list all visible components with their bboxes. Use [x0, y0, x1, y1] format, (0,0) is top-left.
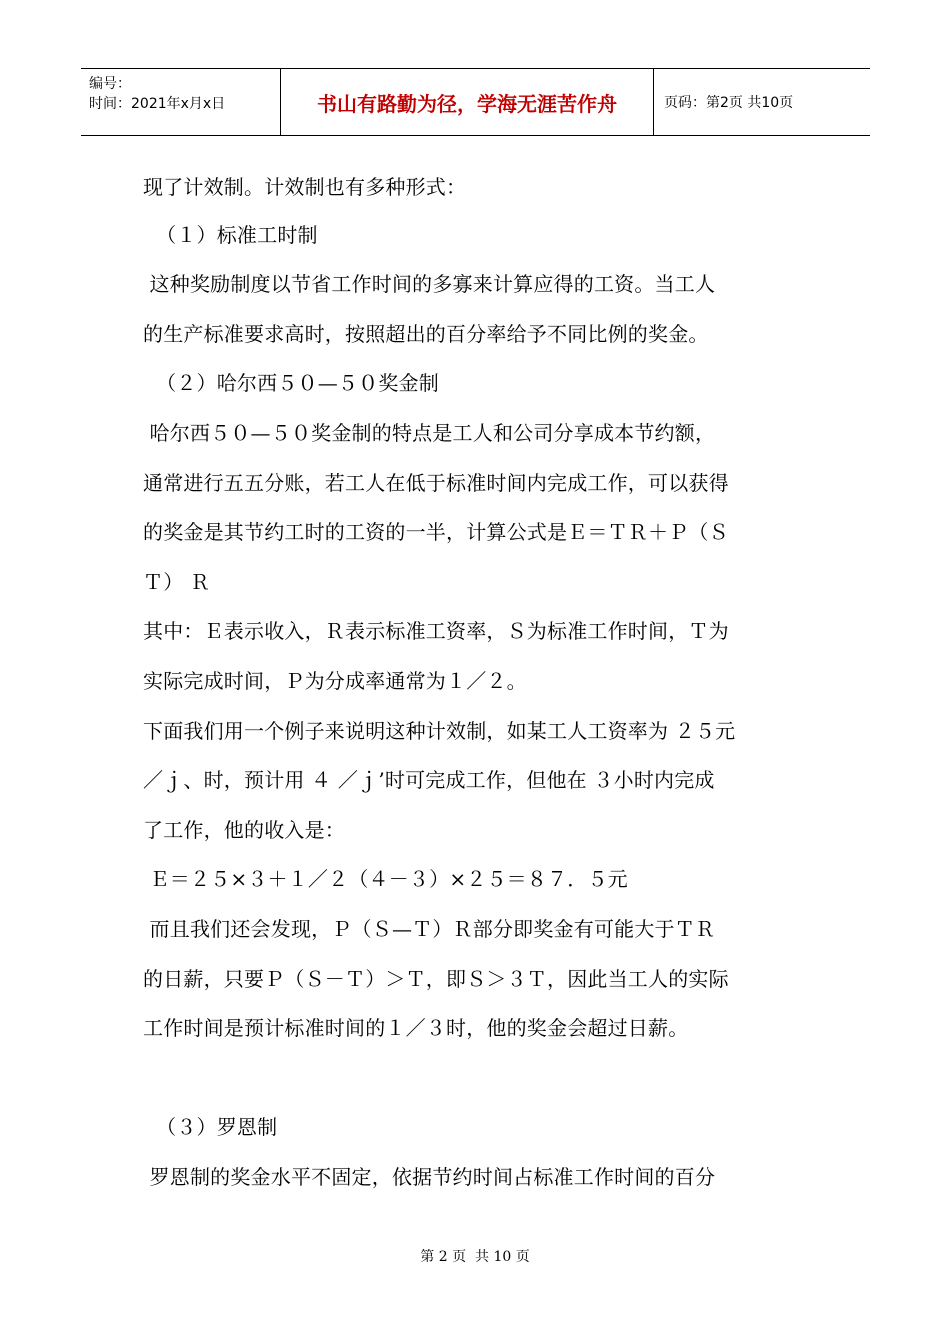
formula-line: Ｔ） Ｒ — [143, 570, 211, 594]
body-line: 罗恩制的奖金水平不固定，依据节约时间占标准工作时间的百分 — [143, 1165, 716, 1189]
body-line: 工作时间是预计标准时间的１／３时，他的奖金会超过日薪。 — [143, 1016, 689, 1040]
section-heading-3: （３）罗恩制 — [143, 1115, 278, 1139]
body-line: 下面我们用一个例子来说明这种计效制，如某工人工资率为 ２５元 — [143, 719, 736, 743]
header-motto-cell — [281, 69, 654, 135]
header-page-cell — [654, 69, 870, 135]
body-line: 而且我们还会发现，Ｐ（Ｓ—Ｔ）Ｒ部分即奖金有可能大于ＴＲ — [143, 917, 716, 941]
header-info-cell — [81, 69, 281, 135]
page-info-text: 页码：第2页 共10页 — [664, 95, 794, 111]
body-line: 其中：Ｅ表示收入，Ｒ表示标准工资率，Ｓ为标准工作时间，Ｔ为 — [143, 619, 729, 643]
document-time-label: 时间：2021年x月x日 — [89, 96, 226, 112]
section-heading-1: （１）标准工时制 — [143, 223, 318, 247]
body-line: 通常进行五五分账，若工人在低于标准时间内完成工作，可以获得 — [143, 471, 729, 495]
body-line: 实际完成时间，Ｐ为分成率通常为１／２。 — [143, 669, 527, 693]
body-line: ／ｊ、时，预计用 ４ ／ｊ’时可完成工作，但他在 ３小时内完成 — [143, 768, 715, 792]
document-number-label: 编号： — [89, 76, 131, 92]
body-line: 现了计效制。计效制也有多种形式： — [143, 175, 467, 199]
body-line: 了工作，他的收入是： — [143, 818, 345, 842]
body-line: 的奖金是其节约工时的工资的一半，计算公式是Ｅ＝ＴＲ＋Ｐ（Ｓ — [143, 520, 729, 544]
header-table — [81, 68, 870, 136]
example-formula: Ｅ＝２５×３＋１／２（４－３）×２５＝８７．５元 — [143, 867, 628, 891]
motto-text: 书山有路勤为径，学海无涯苦作舟 — [317, 91, 617, 116]
body-line: 哈尔西５０—５０奖金制的特点是工人和公司分享成本节约额， — [143, 421, 716, 445]
body-line: 这种奖励制度以节省工作时间的多寡来计算应得的工资。当工人 — [143, 272, 716, 296]
body-line: 的生产标准要求高时，按照超出的百分率给予不同比例的奖金。 — [143, 322, 709, 346]
page-footer: 第 2 页 共 10 页 — [420, 1249, 530, 1265]
body-line: 的日薪，只要Ｐ（Ｓ－Ｔ）＞Ｔ，即Ｓ＞３Ｔ，因此当工人的实际 — [143, 967, 729, 991]
section-heading-2: （２）哈尔西５０—５０奖金制 — [143, 371, 439, 395]
